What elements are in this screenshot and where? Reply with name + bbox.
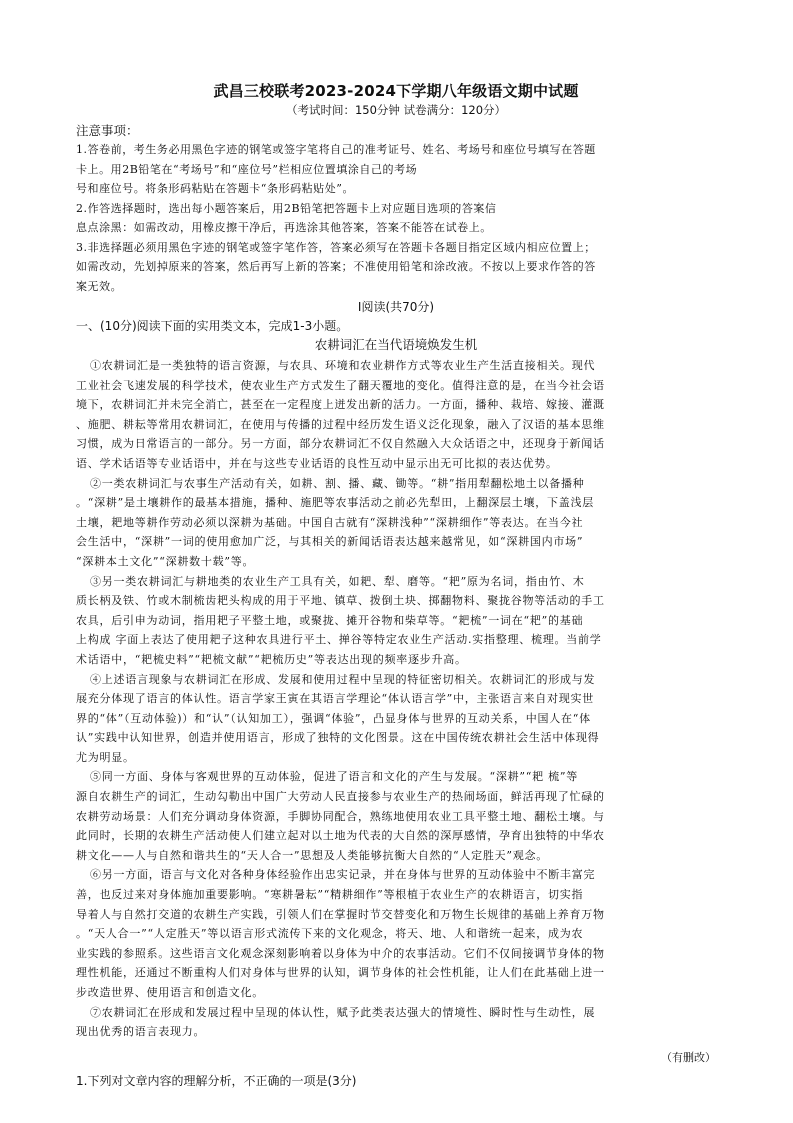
- paragraph-line: 。“天人合一”“人定胜天”等以语言形式流传下来的文化观念，将天、地、人和谐统一起来，成为农: [76, 927, 584, 941]
- paragraph-1: [76, 356, 716, 474]
- section-title: I阅读(共70分): [357, 300, 435, 314]
- paragraph-line: 现出优秀的语言表现力。: [76, 1025, 206, 1039]
- paragraph-line: 农具，后引申为动词，指用耙子平整土地，或聚拢、摊开谷物和柴草等。“耙梳”一词在“耙”的基础: [76, 613, 584, 627]
- paragraph-line: ③另一类农耕词汇与耕地类的农业生产工具有关，如耙、犁、磨等。“耙”原为名词，指由竹、木: [90, 574, 585, 588]
- notes-block: [76, 140, 716, 296]
- paragraph-line: ⑤同一方面、身体与客观世界的互动体验，促进了语言和文化的产生与发展。“深耕”“耙 梳”等: [90, 770, 578, 784]
- reading-instruction: 一、(10分)阅读下面的实用类文本，完成1-3小题。: [76, 319, 349, 333]
- paragraph-line: 语、学术话语等专业话语中，并在与这些专业话语的良性互动中显示出无可比拟的表达优势。: [76, 456, 558, 470]
- paragraph-line: 导着人与自然打交道的农耕生产实践，引领人们在掌握时节交替变化和万物生长规律的基础上养育万物: [76, 907, 605, 921]
- paragraph-7: [76, 1003, 716, 1042]
- paragraph-line: 理性机能，还通过不断重构人们对身体与世界的认知，调节身体的社会性机能，让人们在此基础上进一: [76, 966, 605, 980]
- note-line: 如需改动，先划掉原来的答案，然后再写上新的答案；不准使用铅笔和涂改液。不按以上要求作答的答: [76, 260, 596, 273]
- paragraph-line: 上构成 字面上表达了使用耙子这种农具进行平土、掸谷等特定农业生产活动.实指整理、梳理。当前学: [76, 633, 602, 647]
- note-line: 息点涂黑：如需改动，用橡皮擦干净后，再选涂其他答案，答案不能答在试卷上。: [76, 221, 492, 234]
- paragraph-line: “深耕本土文化”“深耕数十载”等。: [76, 554, 255, 568]
- paragraph-line: 善，也反过来对身体施加重要影响。“寒耕暑耘”“精耕细作”等根植于农业生产的农耕语言，切实指: [76, 888, 584, 902]
- paragraph-line: 业实践的参照系。这些语言文化观念深刻影响着以身体为中介的农事活动。它们不仅间接调节身体的物: [76, 946, 605, 960]
- paragraph-line: 界的“体”（互动体验)）和“认”（认知加工），强调“体验”，凸显身体与世界的互动关系，中国人在“体: [76, 711, 591, 725]
- paragraph-line: 此同时，长期的农耕生产活动使人们建立起对以土地为代表的大自然的深厚感情，孕育出独特的中华农: [76, 829, 605, 843]
- article-source-note: （有删改）: [661, 1050, 716, 1064]
- paragraph-line: ⑥另一方面，语言与文化对各种身体经验作出忠实记录，并在身体与世界的互动体验中不断丰富完: [90, 868, 596, 882]
- paragraph-line: ④上述语言现象与农耕词汇在形成、发展和使用过程中呈现的特征密切相关。农耕词汇的形成与发: [90, 672, 596, 686]
- paragraph-line: 境下，农耕词汇并未完全消亡，甚至在一定程度上迸发出新的活力。一方面，播种、栽培、嫁接、灌溉: [76, 398, 605, 412]
- paragraph-line: 耕文化——人与自然和谐共生的“天人合一”思想及人类能够抗衡大自然的“人定胜天”观念。: [76, 848, 548, 862]
- paragraph-line: 认”实践中认知世界，创造并使用语言，形成了独特的文化图景。这在中国传统农耕社会生活中体现得: [76, 731, 600, 745]
- question-1: 1.下列对文章内容的理解分析，不正确的一项是(3分): [76, 1073, 357, 1088]
- paragraph-line: 展充分体现了语言的体认性。语言学家王寅在其语言学理论“体认语言学”中，主张语言来自对现实世: [76, 692, 594, 706]
- note-line: 3.非选择题必须用黑色字迹的钢笔或签字笔作答，答案必须写在答题卡各题目指定区域内相应位置上；: [76, 240, 596, 254]
- exam-subtitle: （考试时间：150分钟 试卷满分：120分）: [285, 103, 507, 117]
- note-line: 号和座位号。将条形码粘贴在答题卡“条形码粘贴处”。: [76, 182, 354, 195]
- notes-heading: 注意事项：: [76, 123, 139, 138]
- paragraph-3: [76, 572, 716, 670]
- paragraph-line: 土壤，耙地等耕作劳动必须以深耕为基础。中国自古就有“深耕浅种”“深耕细作”等表达。在当今社: [76, 515, 584, 529]
- paragraph-line: 习惯，成为日常语言的一部分。另一方面，部分农耕词汇不仅自然融入大众话语之中，还现身于新闻话: [76, 437, 605, 451]
- paragraph-line: ①农耕词汇是一类独特的语言资源，与农具、环境和农业耕作方式等农业生产生活直接相关。现代: [90, 359, 596, 372]
- paragraph-5: [76, 767, 716, 865]
- paragraph-line: 农耕劳动场景：人们充分调动身体资源，手脚协同配合，熟练地使用农业工具平整土地、翻松土壤。与: [76, 809, 605, 823]
- paragraph-6: [76, 865, 716, 1002]
- note-line: 2.作答选择题时，选出每小题答案后，用2B铅笔把答题卡上对应题目选项的答案信: [76, 201, 497, 215]
- paragraph-4: [76, 670, 716, 768]
- exam-page: [76, 80, 716, 1090]
- paragraph-line: 、施肥、耕耘等常用农耕词汇，在使用与传播的过程中经历发生语义泛化现象，融入了汉语的基本思维: [76, 417, 605, 431]
- paragraph-line: 质长柄及铁、竹或木制梳齿耙头构成的用于平地、镇草、拨倒土块、掷翻物料、聚拢谷物等活动的手工: [76, 594, 605, 608]
- paragraph-line: 步改造世界、使用语言和创造文化。: [76, 986, 264, 999]
- note-line: 卡上。用2B铅笔在“考场号”和“座位号”栏相应位置填涂自己的考场: [76, 162, 418, 176]
- paragraph-line: ②一类农耕词汇与农事生产活动有关，如耕、割、播、藏、锄等。“耕”指用犁翻松地土以备播种: [90, 476, 585, 490]
- paragraph-line: 。“深耕”是土壤耕作的最基本措施，播种、施肥等农事活动之前必先犁田，上翻深层土壤，下盖浅层: [76, 496, 594, 510]
- paragraph-2: [76, 474, 716, 572]
- paragraph-line: 源自农耕生产的词汇，生动勾勒出中国广大劳动人民直接参与农业生产的热闹场面，鲜活再现了忙碌的: [76, 790, 605, 804]
- paragraph-line: 会生活中，“深耕”一词的使用愈加广泛，与其相关的新闻话语表达越来越常见，如“深耕国内市场”: [76, 535, 584, 549]
- note-line: 1.答卷前，考生务必用黑色字迹的钢笔或签字笔将自己的准考证号、姓名、考场号和座位号填写在答题: [76, 143, 596, 156]
- paragraph-line: 术话语中，“耙梳史料”“耙梳文献”“耙梳历史”等表达出现的频率逐步升高。: [76, 652, 467, 666]
- article-title: 农耕词汇在当代语境焕发生机: [314, 337, 478, 352]
- paragraph-line: ⑦农耕词汇在形成和发展过程中呈现的体认性，赋予此类表达强大的情境性、瞬时性与生动性，展: [90, 1005, 596, 1019]
- exam-title: 武昌三校联考2023-2024下学期八年级语文期中试题: [213, 82, 579, 100]
- paragraph-line: 工业社会飞速发展的科学技术，使农业生产方式发生了翻天覆地的变化。值得注意的是，在当今社会语: [76, 378, 605, 392]
- paragraph-line: 尤为明显。: [76, 750, 135, 764]
- note-line: 案无效。: [76, 279, 123, 293]
